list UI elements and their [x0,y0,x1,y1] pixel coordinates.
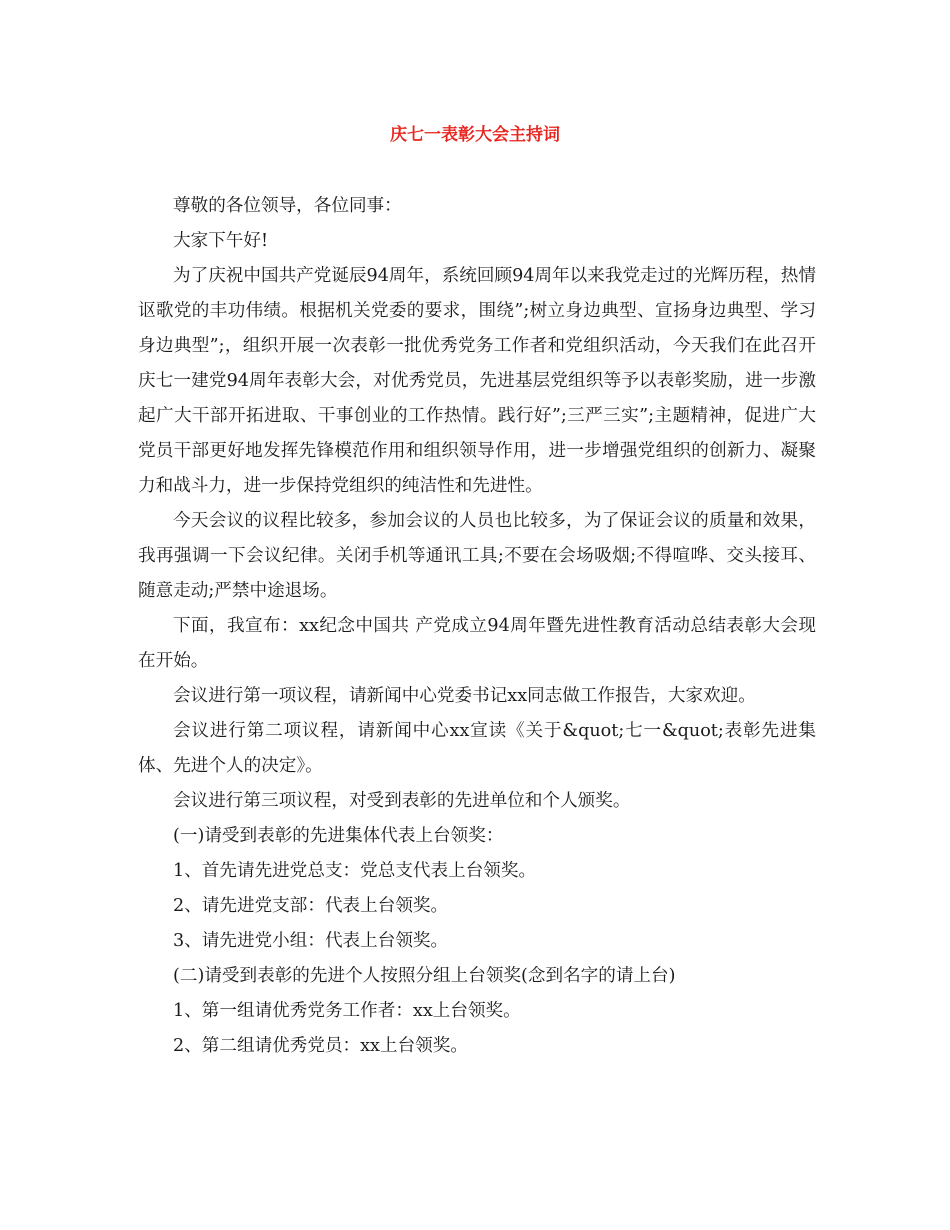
paragraph-intro: 为了庆祝中国共产党诞辰94周年，系统回顾94周年以来我党走过的光辉历程，热情讴歌党的丰功伟绩。根据机关党委的要求，围绕”;树立身边典型、宣扬身边典型、学习身边典型”;，组织开展一次表彰一批优秀党务工作者和党组织活动，今天我们在此召开庆七一建党94周年表彰大会，对优秀党员，先进基层党组织等予以表彰奖励，进一步激起广大干部开拓进取、干事创业的工作热情。践行好”;三严三实”;主题精神，促进广大党员干部更好地发挥先锋模范作用和组织领导作用，进一步增强党组织的创新力、凝聚力和战斗力，进一步保持党组织的纯洁性和先进性。 [138,266,816,496]
document-body [138,189,816,1064]
paragraph-announcement: 下面，我宣布：xx纪念中国共 产党成立94周年暨先进性教育活动总结表彰大会现在开始。 [138,616,816,671]
salutation: 尊敬的各位领导，各位同事： [173,196,402,216]
section-collective-awards: (一)请受到表彰的先进集体代表上台领奖： [173,826,504,846]
agenda-item-2: 会议进行第二项议程，请新闻中心xx宣读《关于&quot;七一&quot;表彰先进集体、先进个人的决定》。 [138,721,816,776]
greeting: 大家下午好! [173,231,269,251]
agenda-item-1: 会议进行第一项议程，请新闻中心党委书记xx同志做工作报告，大家欢迎。 [173,686,756,706]
paragraph-discipline: 今天会议的议程比较多，参加会议的人员也比较多，为了保证会议的质量和效果，我再强调一下会议纪律。关闭手机等通讯工具;不要在会场吸烟;不得喧哗、交头接耳、随意走动;严禁中途退场。 [138,511,816,601]
list-item: 1、首先请先进党总支：党总支代表上台领奖。 [173,861,537,881]
list-item: 1、第一组请优秀党务工作者：xx上台领奖。 [173,1001,521,1021]
list-item: 3、请先进党小组：代表上台领奖。 [173,931,449,951]
section-individual-awards: (二)请受到表彰的先进个人按照分组上台领奖(念到名字的请上台) [173,966,676,986]
document-title: 庆七一表彰大会主持词 [390,125,560,145]
agenda-item-3: 会议进行第三项议程，对受到表彰的先进单位和个人颁奖。 [173,791,631,811]
list-item: 2、请先进党支部：代表上台领奖。 [173,896,449,916]
list-item: 2、第二组请优秀党员：xx上台领奖。 [173,1036,468,1056]
